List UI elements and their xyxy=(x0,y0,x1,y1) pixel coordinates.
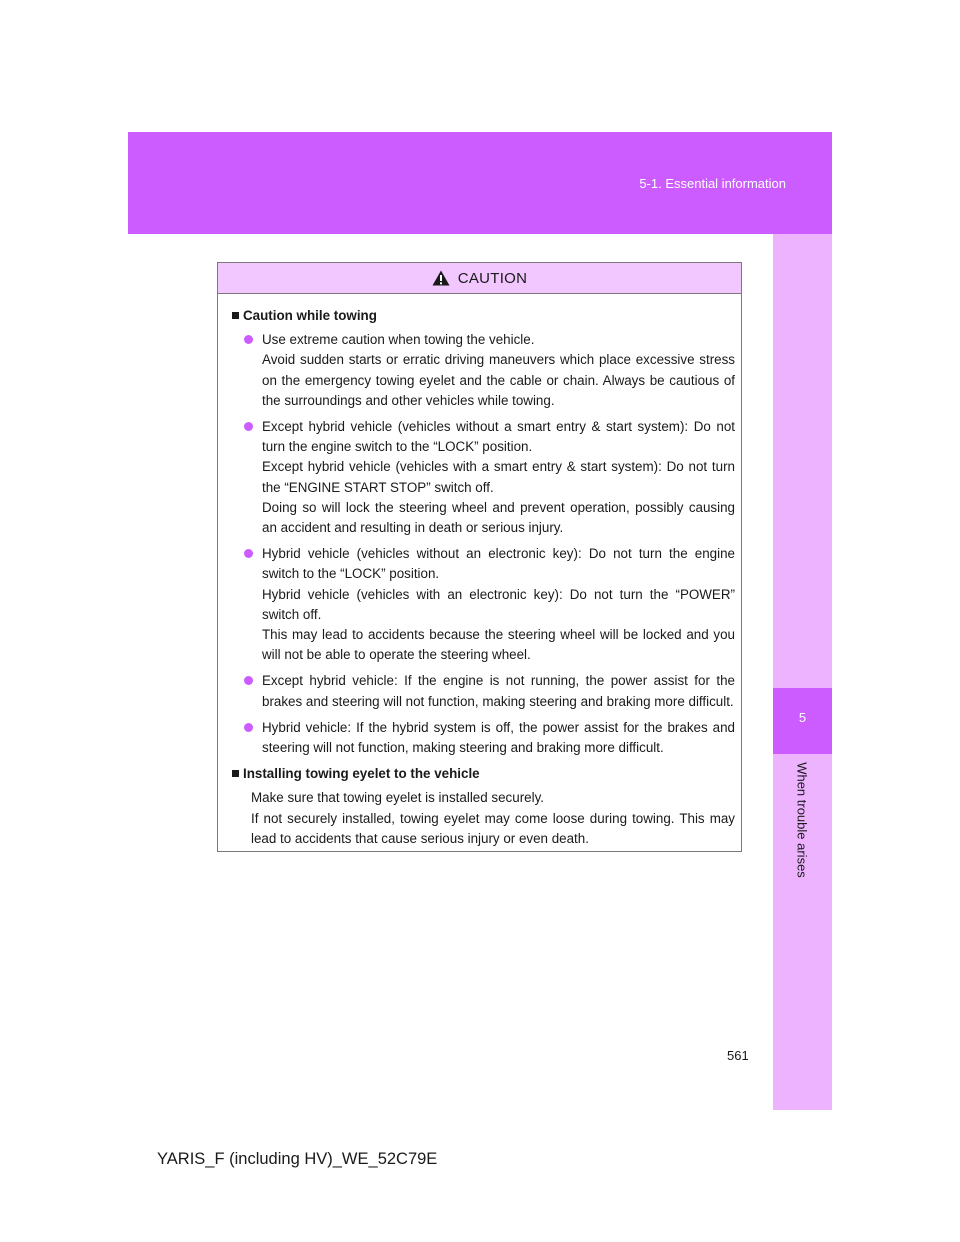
chapter-title: When trouble arises xyxy=(794,762,810,878)
caution-title: CAUTION xyxy=(457,269,528,287)
caution-bullet xyxy=(243,671,735,711)
bullet-text: Avoid sudden starts or erratic driving maneuvers which place excessive stress on the emergency towing eyelet and the cable or chain. Always be cautious of the surroundings and other vehicles while towing. xyxy=(262,352,735,408)
section-title: 5-1. Essential information xyxy=(639,176,786,191)
chapter-number-tab xyxy=(773,688,832,754)
caution-bullet xyxy=(243,330,735,411)
caution-bullet xyxy=(243,544,735,665)
bullet-text: Hybrid vehicle (vehicles without an electronic key): Do not turn the engine switch to the “LOCK” position. xyxy=(262,546,735,582)
paragraph-text: Make sure that towing eyelet is installed securely. xyxy=(251,790,544,806)
bullet-text: Except hybrid vehicle (vehicles without a smart entry & start system): Do not turn the engine switch to the “LOCK” position. xyxy=(262,419,735,455)
bullet-text: Except hybrid vehicle (vehicles with a smart entry & start system): Do not turn the “ENGINE START STOP” switch off. xyxy=(262,459,735,495)
caution-bullet xyxy=(243,417,735,538)
header-band xyxy=(128,132,832,234)
bullet-text: Hybrid vehicle: If the hybrid system is off, the power assist for the brakes and steering will not function, making steering and braking more difficult. xyxy=(262,719,735,756)
bullet-text: Hybrid vehicle (vehicles with an electronic key): Do not turn the “POWER” switch off. xyxy=(262,586,735,622)
page-number: 561 xyxy=(727,1048,749,1063)
caution-box xyxy=(217,262,742,852)
paragraph-text: If not securely installed, towing eyelet may come loose during towing. This may lead to accidents that cause serious injury or even death. xyxy=(251,810,735,846)
section-paragraph xyxy=(243,788,735,849)
bullet-text: Doing so will lock the steering wheel and prevent operation, possibly causing an accident and resulting in death or serious injury. xyxy=(262,499,735,536)
caution-body xyxy=(218,294,741,849)
section-heading: Installing towing eyelet to the vehicle xyxy=(232,764,735,784)
bullet-text: Use extreme caution when towing the vehicle. xyxy=(262,332,535,348)
section-heading: Caution while towing xyxy=(232,306,735,326)
bullet-text: Except hybrid vehicle: If the engine is not running, the power assist for the brakes and steering will not function, making steering and braking more difficult. xyxy=(262,673,735,709)
caution-header xyxy=(218,263,741,294)
document-code: YARIS_F (including HV)_WE_52C79E xyxy=(157,1150,438,1168)
chapter-side-tab xyxy=(773,234,832,1110)
warning-triangle-icon xyxy=(432,270,450,286)
bullet-text: This may lead to accidents because the steering wheel will be locked and you will not be able to operate the steering wheel. xyxy=(262,627,735,663)
caution-bullet xyxy=(243,718,735,758)
chapter-number: 5 xyxy=(798,710,807,725)
